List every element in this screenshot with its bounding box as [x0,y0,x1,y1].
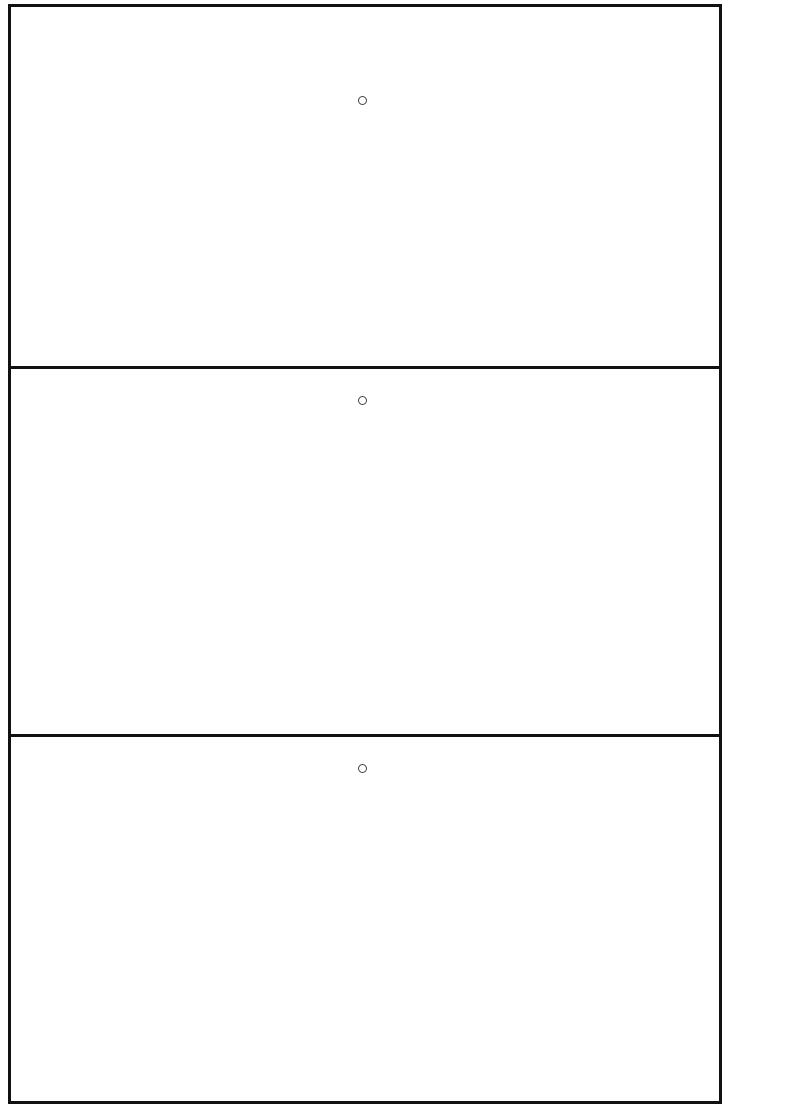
panel-divider [8,366,722,369]
panel-middle [48,372,718,734]
top-columns [56,16,710,358]
circle-mark-icon [358,396,367,405]
panel-bottom [48,740,718,1096]
panel-top [48,8,718,366]
circle-mark-icon [358,764,367,773]
circle-mark-icon [358,96,367,105]
middle-columns [56,380,710,726]
panel-divider [8,734,722,737]
bottom-columns [56,748,710,1088]
